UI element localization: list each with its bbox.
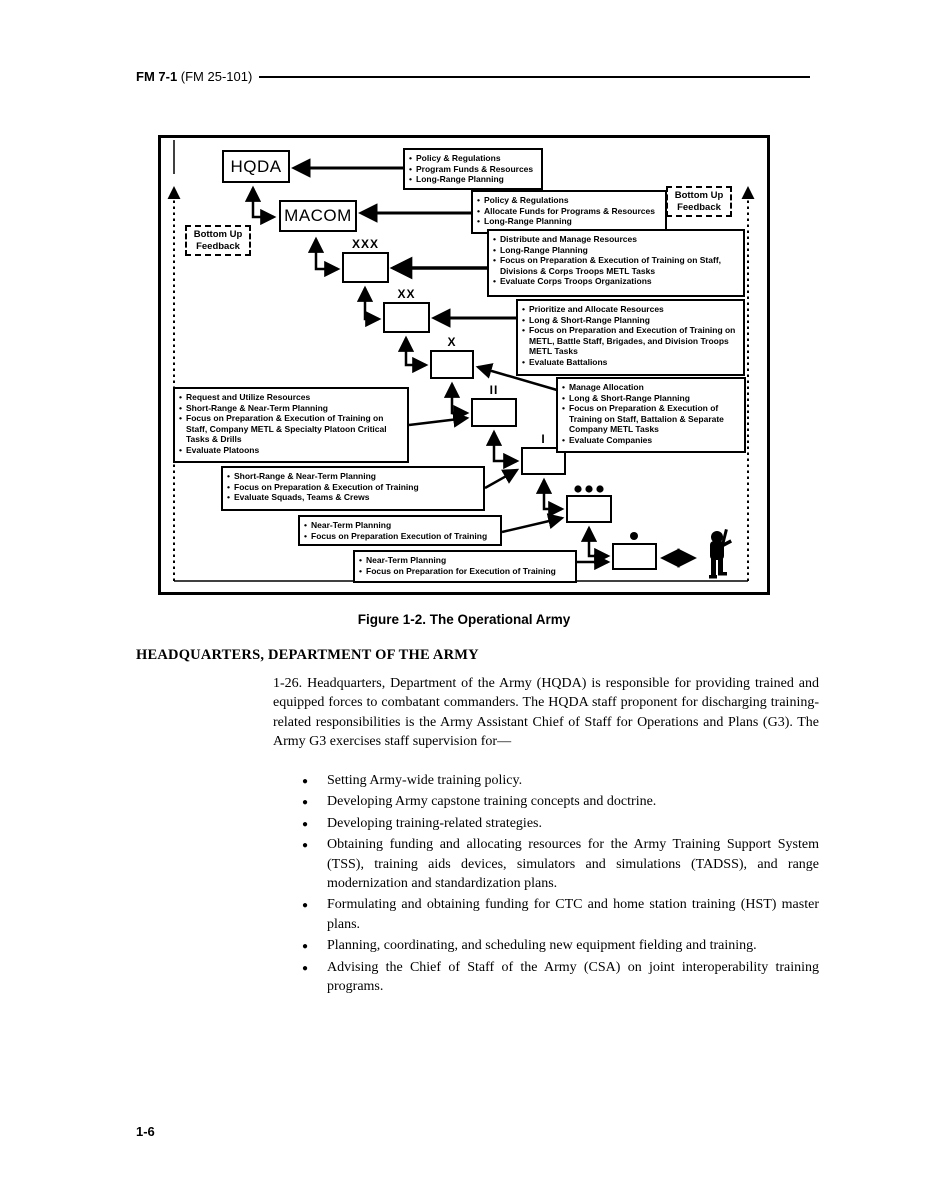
- bullet-item: [300, 792, 819, 811]
- corps-box: [342, 252, 389, 283]
- corps-symbol: XXX: [351, 237, 379, 251]
- bullet-dot-icon: •: [493, 244, 496, 255]
- bullet-item: [477, 195, 661, 206]
- bullet-text: Distribute and Manage Resources: [500, 234, 637, 244]
- bullet-item: [304, 520, 496, 531]
- bullet-text: Long-Range Planning: [500, 244, 588, 255]
- squad-dot-icon: [630, 532, 638, 540]
- platoon-dot-icon: [574, 485, 581, 492]
- bullet-item: [522, 357, 739, 368]
- bullet-item: [477, 206, 661, 217]
- bullet-text: Near-Term Planning: [366, 555, 447, 565]
- bullet-text: Focus on Preparation & Execution of Training on Staff, Battalion & Separate Company METL Tasks: [569, 403, 724, 435]
- bullet-item: [300, 771, 819, 790]
- bullet-dot-icon: ●: [302, 797, 309, 809]
- bullet-item: [522, 325, 739, 357]
- bullet-dot-icon: •: [562, 392, 565, 403]
- bullet-dot-icon: •: [304, 530, 307, 541]
- hqda-box: HQDA: [222, 150, 290, 183]
- bullet-text: Focus on Preparation and Execution of Training on METL, Battle Staff, Brigades, and Division Troops METL Tasks: [529, 325, 736, 357]
- bullet-dot-icon: •: [477, 205, 480, 216]
- bullet-item: [477, 216, 661, 227]
- bullet-item: [179, 403, 403, 414]
- bullet-text: Evaluate Platoons: [186, 444, 260, 455]
- bullet-dot-icon: •: [227, 471, 230, 481]
- battalion-symbol: II: [489, 383, 499, 397]
- elbow-battalion-company: [494, 432, 517, 461]
- bullet-dot-icon: •: [179, 413, 182, 424]
- bullet-dot-icon: •: [409, 163, 412, 174]
- bullet-item: [359, 566, 571, 577]
- bullet-dot-icon: ●: [302, 941, 309, 953]
- page-number: 1-6: [136, 1124, 155, 1139]
- arrow-company-callout: [485, 470, 517, 488]
- elbow-division-brigade: [406, 338, 426, 365]
- bullet-text: Request and Utilize Resources: [186, 392, 311, 402]
- platoon-box: [566, 495, 612, 523]
- division-callout: [516, 299, 745, 376]
- bullet-dot-icon: •: [522, 304, 525, 314]
- bullet-text: Evaluate Corps Troops Organizations: [500, 276, 652, 287]
- bullet-dot-icon: •: [493, 276, 496, 287]
- bullet-dot-icon: •: [409, 153, 412, 163]
- bullet-item: [409, 153, 537, 164]
- bullet-dot-icon: •: [477, 216, 480, 227]
- bottom-up-feedback-left: Bottom Up Feedback: [185, 225, 251, 256]
- arrow-platoon-callout: [502, 518, 562, 532]
- bullet-dot-icon: •: [179, 402, 182, 413]
- bullet-dot-icon: •: [227, 492, 230, 503]
- corps-callout: [487, 229, 745, 297]
- bullet-dot-icon: •: [409, 174, 412, 185]
- doc-code: FM 7-1: [136, 69, 178, 84]
- bullet-dot-icon: •: [477, 195, 480, 205]
- bullet-dot-icon: ●: [302, 776, 309, 787]
- platoon-dot-icon: [596, 485, 603, 492]
- bullet-dot-icon: •: [493, 255, 496, 266]
- bullet-dot-icon: •: [304, 520, 307, 530]
- platoon-callout: [298, 515, 502, 546]
- bullet-item: [300, 835, 819, 893]
- bullet-list: [300, 771, 819, 998]
- company-callout: [221, 466, 485, 511]
- battalion-callout: [173, 387, 409, 463]
- bullet-dot-icon: •: [493, 234, 496, 244]
- bullet-text: Evaluate Battalions: [529, 356, 608, 367]
- bullet-text: Evaluate Squads, Teams & Crews: [234, 492, 370, 503]
- bullet-item: [300, 814, 819, 833]
- bullet-item: [227, 471, 479, 482]
- bullet-dot-icon: •: [562, 382, 565, 392]
- bullet-dot-icon: ●: [302, 840, 309, 852]
- bullet-text: Prioritize and Allocate Resources: [529, 304, 664, 314]
- elbow-hqda-macom: [253, 188, 274, 217]
- elbow-brigade-battalion: [452, 384, 467, 413]
- bullet-item: [227, 482, 479, 493]
- bullet-item: [493, 245, 739, 256]
- bullet-item: [409, 174, 537, 185]
- bullet-text: Evaluate Companies: [569, 434, 653, 445]
- bullet-item: [493, 234, 739, 245]
- bullet-text: Planning, coordinating, and scheduling new equipment fielding and training.: [327, 938, 757, 954]
- brigade-symbol: X: [447, 335, 457, 349]
- bullet-item: [179, 413, 403, 445]
- macom-box: MACOM: [279, 200, 357, 232]
- bottom-up-feedback-right: Bottom Up Feedback: [666, 186, 732, 217]
- bullet-text: Long-Range Planning: [416, 174, 504, 185]
- bullet-text: Manage Allocation: [569, 382, 644, 392]
- bullet-item: [409, 164, 537, 175]
- bullet-dot-icon: ●: [302, 818, 309, 830]
- section-heading: HEADQUARTERS, DEPARTMENT OF THE ARMY: [136, 647, 479, 663]
- bullet-dot-icon: •: [359, 555, 362, 565]
- bullet-text: Short-Range & Near-Term Planning: [234, 471, 376, 481]
- bullet-text: Program Funds & Resources: [416, 163, 534, 174]
- bullet-item: [562, 393, 740, 404]
- arrow-battalion-callout: [409, 418, 467, 425]
- bullet-item: [300, 936, 819, 955]
- bullet-item: [304, 531, 496, 542]
- battalion-box: [471, 398, 517, 427]
- bullet-text: Short-Range & Near-Term Planning: [186, 402, 328, 413]
- bullet-dot-icon: •: [359, 565, 362, 576]
- bullet-dot-icon: •: [522, 325, 525, 336]
- elbow-platoon-squad: [589, 528, 608, 556]
- bullet-text: Allocate Funds for Programs & Resources: [484, 205, 655, 216]
- bullet-item: [300, 895, 819, 934]
- bullet-item: [300, 958, 819, 997]
- doc-code-suffix: (FM 25-101): [177, 69, 253, 84]
- squad-box: [612, 543, 657, 570]
- bullet-dot-icon: ●: [302, 900, 309, 912]
- bullet-text: Setting Army-wide training policy.: [327, 773, 523, 788]
- bullet-text: Focus on Preparation for Execution of Training: [366, 565, 556, 576]
- division-symbol: XX: [397, 287, 416, 301]
- figure-caption: Figure 1-2. The Operational Army: [357, 612, 571, 627]
- bullet-text: Focus on Preparation & Execution of Training: [234, 481, 419, 492]
- bullet-dot-icon: •: [179, 392, 182, 402]
- bullet-item: [562, 403, 740, 435]
- elbow-company-platoon: [544, 480, 562, 509]
- bullet-text: Focus on Preparation & Execution of Training on Staff, Company METL & Specialty Platoon Critical Tasks & Drills: [186, 413, 387, 445]
- bullet-item: [522, 304, 739, 315]
- hqda-callout: [403, 148, 543, 190]
- bullet-item: [179, 445, 403, 456]
- bullet-item: [562, 382, 740, 393]
- bullet-text: Obtaining funding and allocating resources for the Army Training Support System (TSS), training aids devices, simulators and simulations (TADSS), and range modernization and standardization plans.: [327, 837, 819, 892]
- squad-callout: [353, 550, 577, 583]
- bullet-text: Focus on Preparation Execution of Training: [311, 530, 488, 541]
- bullet-dot-icon: •: [522, 314, 525, 325]
- bullet-text: Policy & Regulations: [416, 153, 501, 163]
- bullet-dot-icon: •: [522, 356, 525, 367]
- bullet-text: Advising the Chief of Staff of the Army (CSA) on joint interoperability training programs.: [327, 959, 819, 995]
- header-rule: [259, 76, 810, 78]
- bullet-text: Policy & Regulations: [484, 195, 569, 205]
- elbow-macom-corps: [316, 239, 338, 269]
- bullet-text: Formulating and obtaining funding for CTC and home station training (HST) master plans.: [327, 897, 819, 932]
- bullet-item: [562, 435, 740, 446]
- bullet-text: Long-Range Planning: [484, 216, 572, 227]
- bullet-item: [227, 492, 479, 503]
- soldier-icon: [709, 529, 732, 579]
- bullet-item: [179, 392, 403, 403]
- bullet-dot-icon: ●: [302, 962, 309, 974]
- bullet-text: Developing training-related strategies.: [327, 815, 542, 831]
- bullet-text: Near-Term Planning: [311, 520, 392, 530]
- brigade-callout: [556, 377, 746, 453]
- bullet-dot-icon: •: [562, 403, 565, 414]
- paragraph-1-26: 1-26. Headquarters, Department of the Army (HQDA) is responsible for providing trained and equipped forces to combatant commanders. The HQDA staff proponent for discharging training-related responsibilities is the Army Assistant Chief of Staff for Operations and Plans (G3). The Army G3 exercises staff supervision for—: [273, 676, 819, 750]
- bullet-text: Developing Army capstone training concepts and doctrine.: [327, 794, 657, 810]
- division-box: [383, 302, 430, 333]
- brigade-box: [430, 350, 474, 379]
- platoon-dot-icon: [585, 485, 592, 492]
- macom-callout: [471, 190, 667, 234]
- bullet-item: [493, 255, 739, 276]
- company-symbol: I: [541, 432, 546, 446]
- page-header: [136, 69, 810, 84]
- bullet-item: [522, 315, 739, 326]
- bullet-text: Long & Short-Range Planning: [529, 314, 650, 325]
- bullet-dot-icon: •: [179, 444, 182, 455]
- bullet-text: Long & Short-Range Planning: [569, 392, 690, 403]
- bullet-item: [359, 555, 571, 566]
- bullet-item: [493, 276, 739, 287]
- elbow-corps-division: [365, 288, 379, 319]
- bullet-dot-icon: •: [562, 434, 565, 445]
- figure-1-2-operational-army: [158, 135, 770, 595]
- bullet-dot-icon: •: [227, 481, 230, 492]
- bullet-text: Focus on Preparation & Execution of Training on Staff, Divisions & Corps Troops METL Tasks: [500, 255, 722, 276]
